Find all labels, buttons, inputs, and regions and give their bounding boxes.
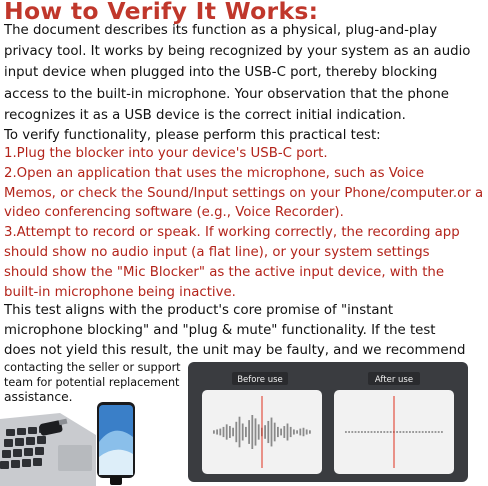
waveform-bar [425, 431, 427, 433]
waveform-bar [396, 431, 398, 433]
waveform-bar [431, 431, 433, 433]
summary-line: does not yield this result, the unit may be faulty, and we recommend [4, 342, 466, 358]
waveform-bar [274, 423, 276, 442]
waveform-bar [441, 431, 443, 433]
waveform-bar [277, 427, 279, 437]
waveform-bar [435, 431, 437, 433]
before-after-panel [188, 362, 468, 482]
waveform-bar [271, 418, 273, 447]
contact-line: team for potential replacement [4, 375, 180, 389]
waveform-bar [280, 429, 282, 436]
waveform-bar [213, 430, 215, 433]
step-line: should show the "Mic Blocker" as the active input device, with the [4, 264, 445, 280]
step-line: built-in microphone being inactive. [4, 284, 236, 300]
test-steps [4, 144, 488, 302]
summary-paragraph [4, 301, 488, 360]
waveform-bar [358, 431, 360, 433]
step-line: 1.Plug the blocker into your device's USB-C port. [4, 146, 328, 161]
laptop-image [0, 405, 96, 486]
intro-line: recognizes it as a USB device is the correct initial indication. [4, 107, 406, 123]
waveform-bar [258, 424, 260, 439]
waveform-bar [235, 422, 237, 442]
step-line: video conferencing software (e.g., Voice Recorder). [4, 205, 344, 221]
waveform-bar [406, 431, 408, 433]
intro-line: privacy tool. It works by being recognized by your system as an audio [4, 44, 471, 60]
step-line: should show no audio input (a flat line), or your system settings [4, 244, 430, 260]
waveform-bar [345, 431, 347, 433]
waveform-bar [374, 431, 376, 433]
step-line: 3.Attempt to record or speak. If working correctly, the recording app [4, 225, 460, 241]
waveform-bar [399, 431, 401, 433]
waveform-bar [422, 431, 424, 433]
intro-line: access to the built-in microphone. Your observation that the phone [4, 86, 449, 102]
waveform-bar [255, 418, 257, 445]
waveform-bar [229, 426, 231, 438]
waveform-bar [383, 431, 385, 433]
waveform-bar [364, 431, 366, 433]
waveform-bar [293, 429, 295, 434]
page-title: How to Verify It Works: [4, 0, 319, 25]
waveform-bar [438, 431, 440, 433]
waveform-bar [377, 431, 379, 433]
contact-line: contacting the seller or support [4, 361, 181, 374]
contact-line: assistance. [4, 390, 73, 405]
waveform-bar [306, 429, 308, 434]
waveform-bar [296, 430, 298, 433]
waveform-bar [309, 430, 311, 433]
intro-line: input device when plugged into the USB-C port, thereby blocking [4, 65, 438, 81]
intro-line: The document describes its function as a physical, plug-and-play [4, 23, 438, 38]
waveform-bar [219, 429, 221, 436]
contact-text [4, 361, 190, 405]
waveform-bar [348, 431, 350, 433]
step-line: Memos, or check the Sound/Input settings on your Phone/computer.or a [4, 185, 484, 201]
waveform-bar [367, 431, 369, 433]
waveform-bar [290, 427, 292, 437]
waveform-bar [415, 431, 417, 433]
waveform-bar [390, 431, 392, 433]
waveform-bar [226, 424, 228, 439]
waveform-bar [232, 428, 234, 437]
waveform-bar [361, 431, 363, 433]
intro-paragraph [4, 20, 486, 146]
phone-image [94, 402, 140, 486]
summary-line: microphone blocking" and "plug & mute" functionality. If the test [4, 322, 436, 338]
step-line: 2.Open an application that uses the microphone, such as Voice [4, 165, 425, 181]
summary-line: This test aligns with the product's core promise of "instant [4, 303, 394, 318]
intro-line: To verify functionality, please perform this practical test: [4, 128, 381, 144]
waveform-bar [412, 431, 414, 433]
waveform-bar [428, 431, 430, 433]
waveform-bar [267, 421, 269, 443]
waveform-bar [283, 426, 285, 438]
waveform-bar [371, 431, 373, 433]
waveform-bar [380, 431, 382, 433]
waveform-bar [351, 431, 353, 433]
before-use-label: Before use [237, 375, 283, 385]
waveform-bar [299, 429, 301, 436]
waveform-bar [287, 424, 289, 441]
waveform-bar [251, 415, 253, 449]
waveform-bar [242, 424, 244, 441]
waveform-bar [355, 431, 357, 433]
waveform-bar [223, 427, 225, 437]
waveform-bar [387, 431, 389, 433]
waveform-bar [239, 417, 241, 448]
after-use-label: After use [374, 375, 414, 385]
waveform-bar [303, 428, 305, 437]
waveform-bar [245, 427, 247, 437]
waveform-bar [409, 431, 411, 433]
waveform-bar [216, 429, 218, 434]
waveform-bar [419, 431, 421, 433]
waveform-bar [264, 425, 266, 439]
waveform-bar [248, 420, 250, 444]
waveform-bar [403, 431, 405, 433]
